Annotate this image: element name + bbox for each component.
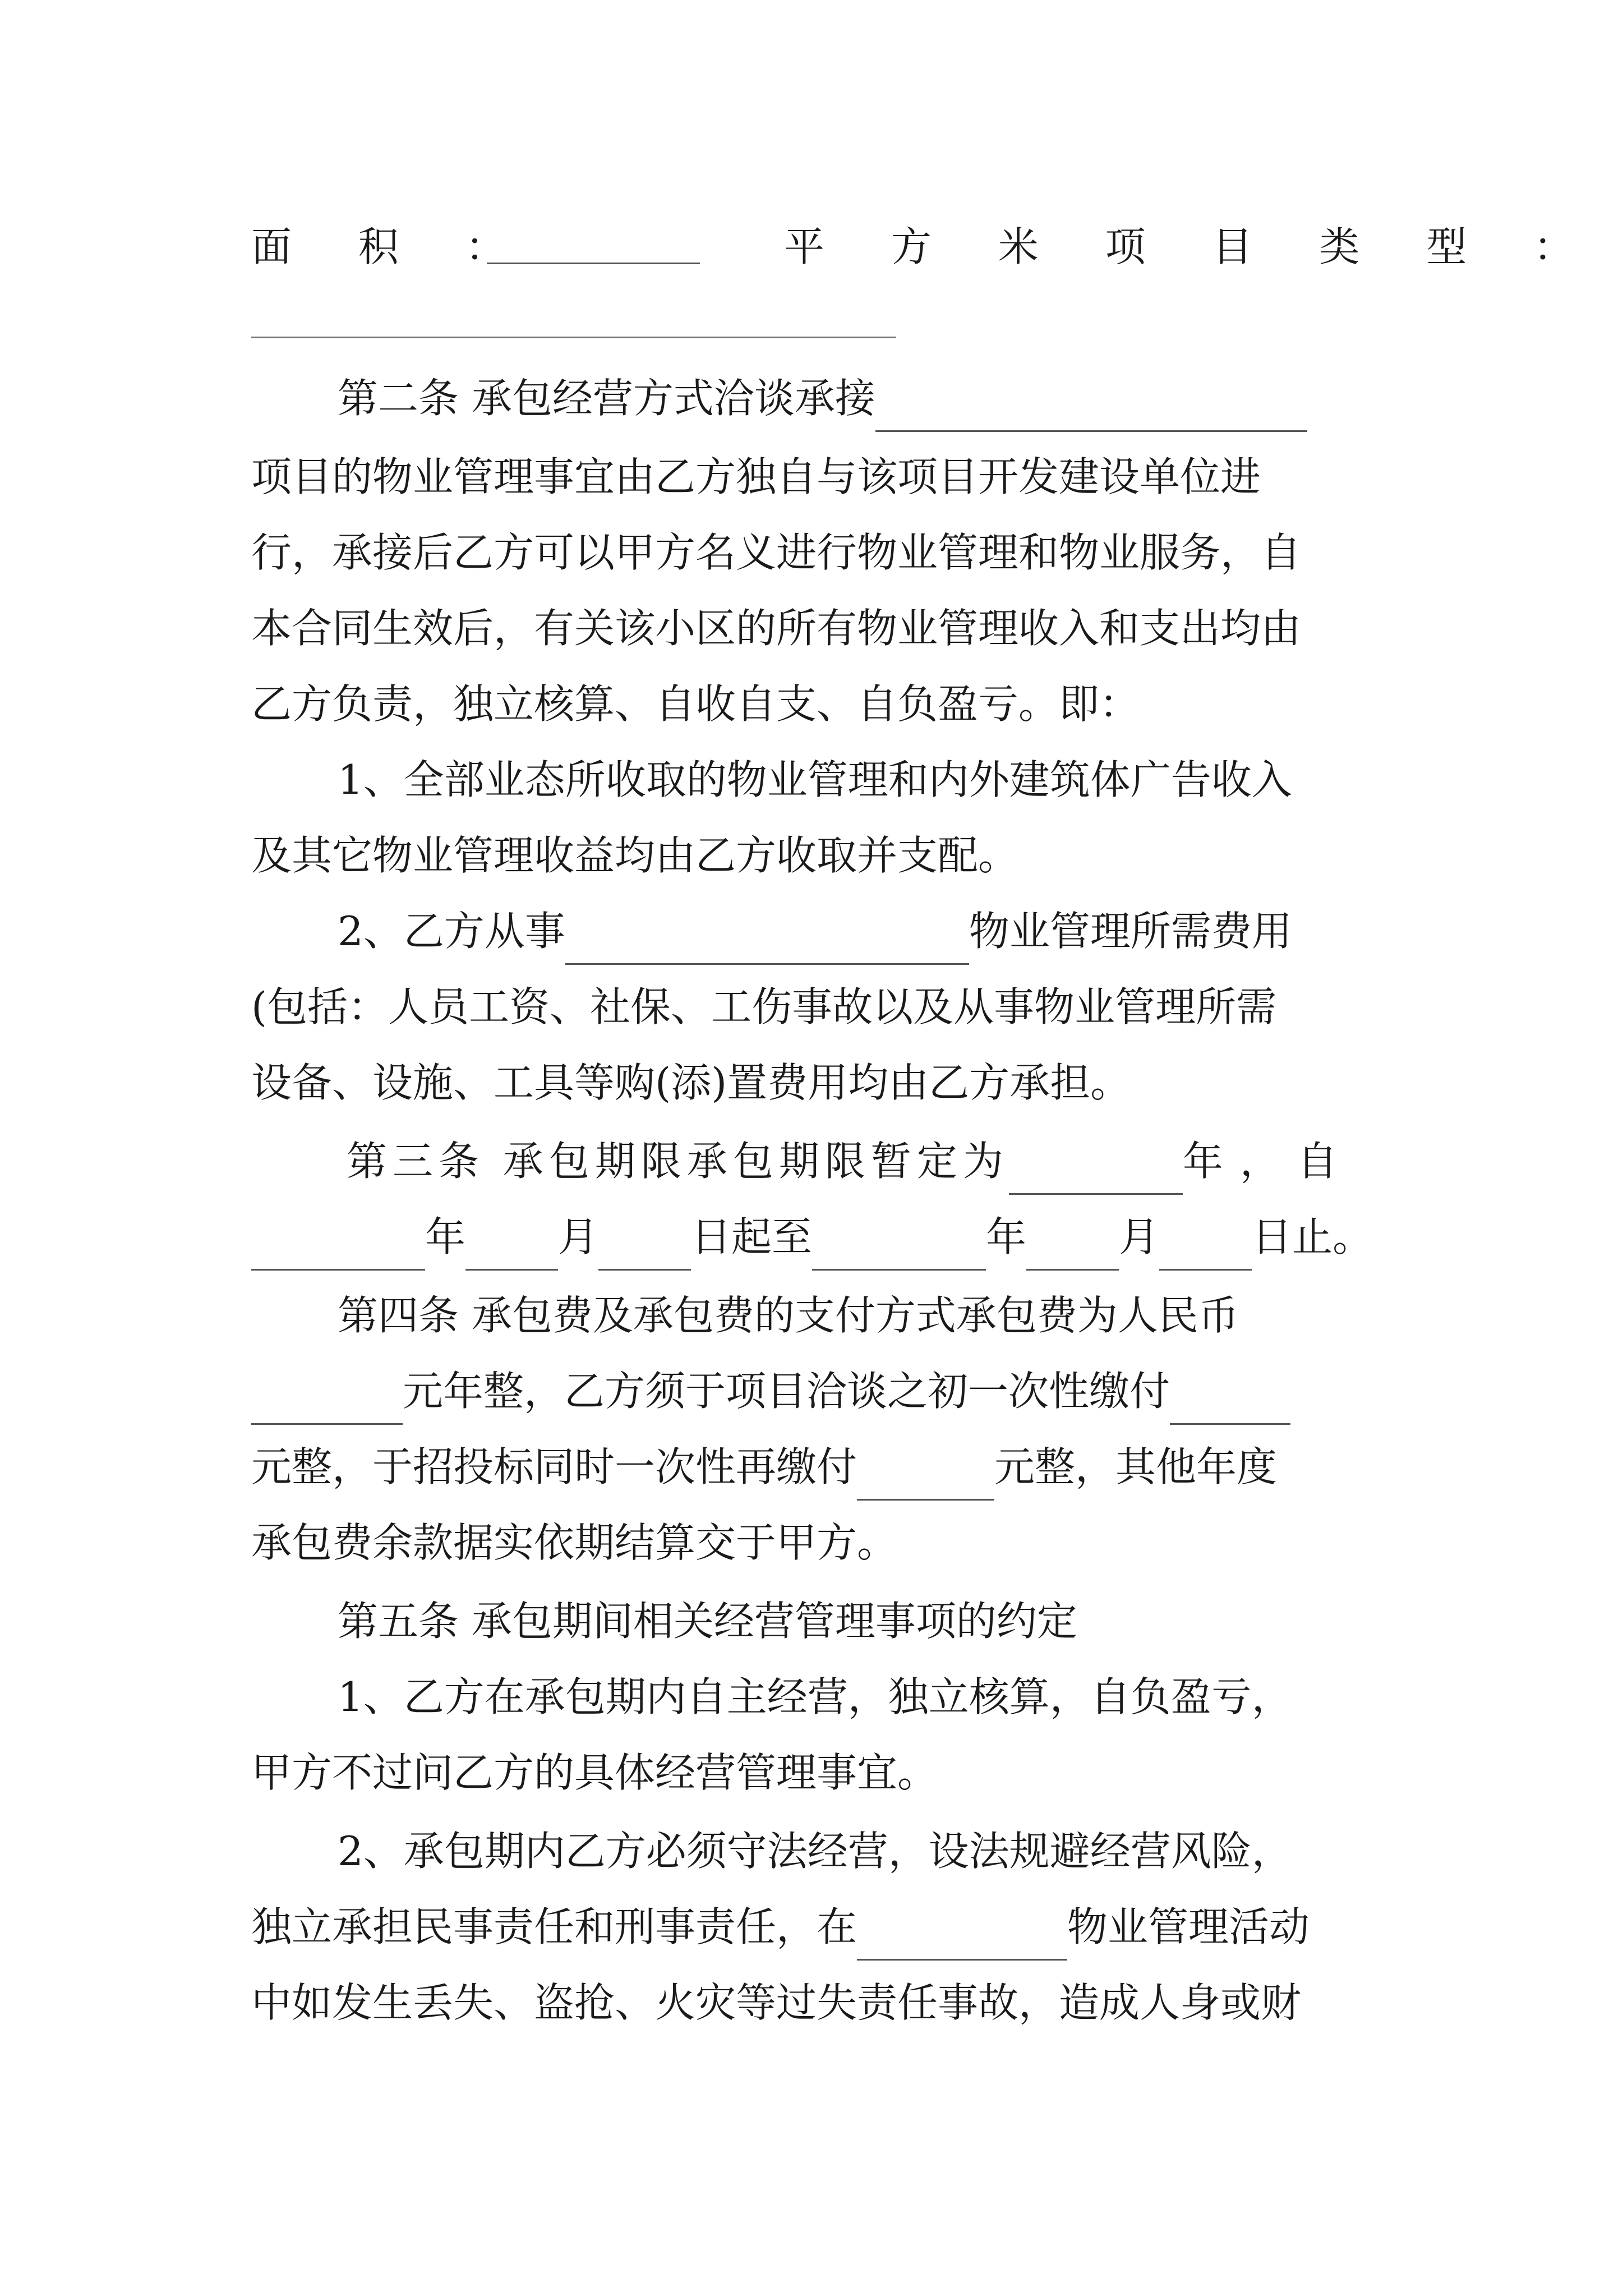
end-month-blank — [1026, 1230, 1119, 1271]
day-from-label: 日起至 — [691, 1213, 813, 1260]
end-day-blank — [1159, 1230, 1252, 1271]
article4-line — [251, 1433, 1373, 1501]
article2-item2-cont: (包括：人员工资、社保、工伤事故以及从事物业管理所需 — [251, 983, 1277, 1030]
article4-text: 元整，其他年度 — [994, 1443, 1278, 1490]
term-years-blank — [1009, 1154, 1183, 1195]
start-year-blank — [251, 1230, 425, 1271]
end-year-blank — [812, 1230, 986, 1271]
fee-total-blank — [251, 1384, 403, 1425]
year-label: 年 — [425, 1213, 466, 1260]
article3-title — [347, 1128, 1373, 1195]
article2-line: 乙方负责，独立核算、自收自支、自负盈亏。即： — [251, 680, 1140, 728]
article5-item1: 1、乙方在承包期内自主经营，独立核算，自负盈亏， — [338, 1673, 1292, 1720]
article2-line: 行，承接后乙方可以甲方名义进行物业管理和物业服务，自 — [251, 529, 1302, 576]
year-label: 年 — [986, 1213, 1027, 1260]
article5-item2-cont — [251, 1893, 1373, 1961]
article2-line: 项目的物业管理事宜由乙方独自与该项目开发建设单位进 — [251, 453, 1261, 500]
article2-item1: 1、全部业态所收取的物业管理和内外建筑体广告收入 — [338, 756, 1292, 803]
area-unit-type-label: 平 方 米 项 目 类 型 ： — [784, 223, 1601, 270]
article4-line — [251, 1358, 1373, 1425]
start-day-blank — [598, 1230, 691, 1271]
month-label: 月 — [1119, 1213, 1160, 1260]
article2-heading: 第二条 承包经营方式洽谈承接 — [338, 375, 875, 422]
item2-post: 物业管理所需费用 — [969, 908, 1292, 955]
article5-item1-cont: 甲方不过问乙方的具体经营管理事宜。 — [251, 1749, 938, 1796]
day-end-label: 日止。 — [1252, 1213, 1373, 1260]
article5-item2: 2、承包期内乙方必须守法经营，设法规避经营风险， — [338, 1828, 1292, 1875]
article5-text: 物业管理活动 — [1067, 1903, 1310, 1950]
article2-title — [338, 365, 1373, 432]
article4-text: 元整，于招投标同时一次性再缴付 — [251, 1443, 857, 1490]
month-label: 月 — [558, 1213, 599, 1260]
fee-first-payment-blank — [1170, 1384, 1290, 1425]
article2-item2-cont: 设备、设施、工具等购(添)置费用均由乙方承担。 — [251, 1059, 1131, 1106]
area-blank — [487, 223, 700, 264]
article4-title: 第四条 承包费及承包费的支付方式承包费为人民币 — [338, 1292, 1239, 1339]
article4-text: 元年整，乙方须于项目洽谈之初一次性缴付 — [403, 1368, 1170, 1415]
item2-blank — [565, 924, 969, 965]
article5-item2-cont: 中如发生丢失、盗抢、火灾等过失责任事故，造成人身或财 — [251, 1979, 1302, 2026]
article3-heading: 第三条 承包期限承包期限暂定为 — [347, 1138, 1009, 1185]
article4-line: 承包费余款据实依期结算交于甲方。 — [251, 1519, 898, 1566]
article2-item1-cont: 及其它物业管理收益均由乙方收取并支配。 — [251, 832, 1019, 879]
article5-title: 第五条 承包期间相关经营管理事项的约定 — [338, 1598, 1077, 1645]
item2-pre: 2、乙方从事 — [338, 908, 565, 955]
start-month-blank — [465, 1230, 558, 1271]
article2-line: 本合同生效后，有关该小区的所有物业管理收入和支出均由 — [251, 605, 1302, 652]
article3-dates — [251, 1203, 1373, 1271]
article5-text: 独立承担民事责任和刑事责任，在 — [251, 1903, 857, 1950]
article2-item2 — [338, 898, 1373, 965]
article3-year-from: 年，自 — [1182, 1138, 1354, 1185]
area-label: 面 积 ： — [251, 223, 533, 270]
article2-blank — [875, 391, 1307, 432]
fee-second-payment-blank — [857, 1460, 994, 1501]
activity-scope-blank — [857, 1920, 1067, 1961]
area-line — [251, 213, 1601, 280]
project-type-blank — [251, 337, 896, 338]
